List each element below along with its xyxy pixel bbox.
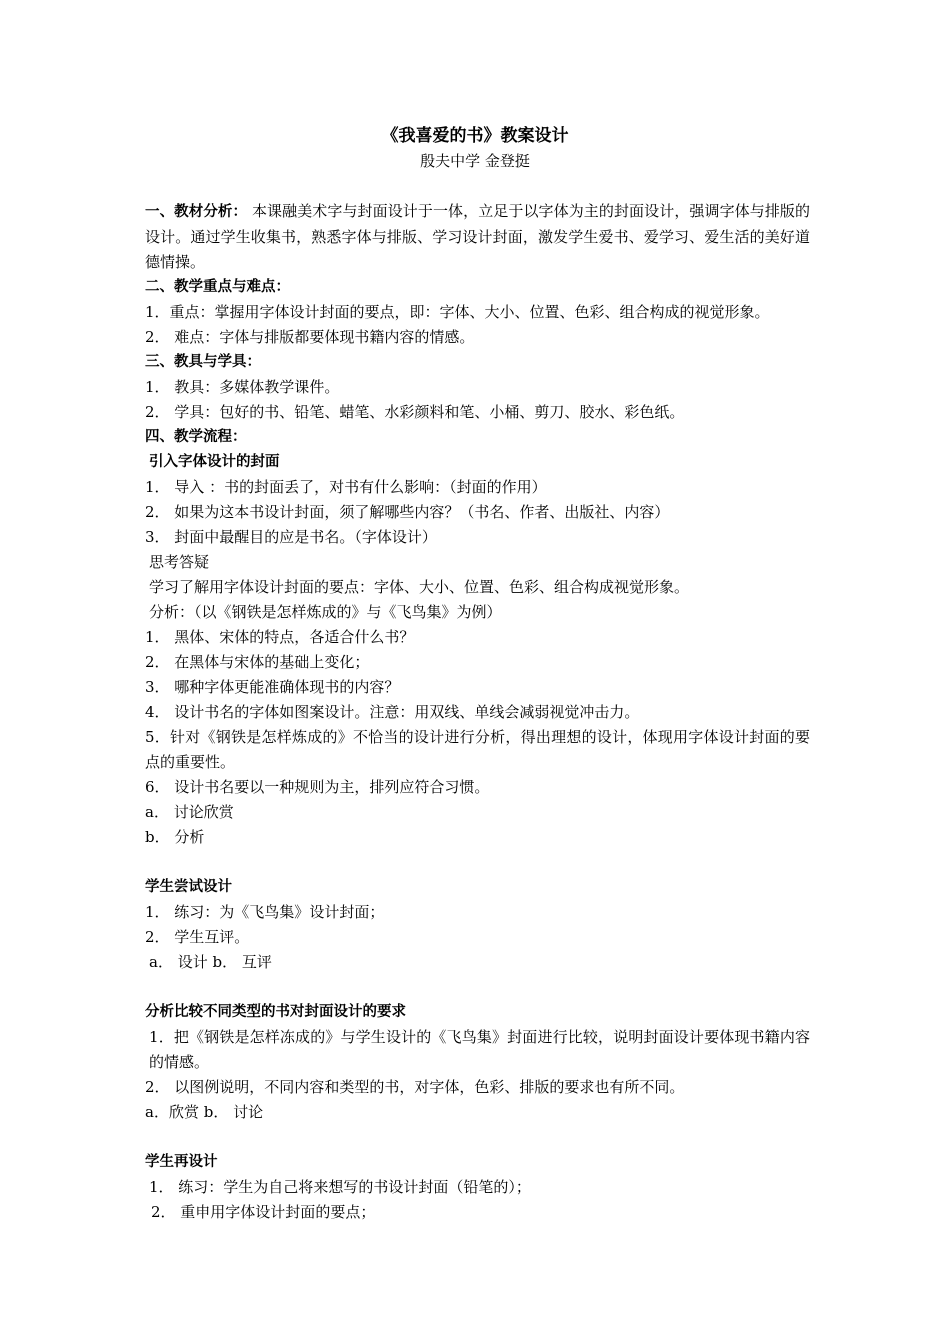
list-item: 4． 设计书名的字体如图案设计。注意：用双线、单线会减弱视觉冲击力。 (145, 703, 640, 721)
section-2-item: 1．重点：掌握用字体设计封面的要点，即：字体、大小、位置、色彩、组合构成的视觉形象。 (145, 303, 770, 321)
list-item: 1． 导入 ：书的封面丢了，对书有什么影响：（封面的作用） (145, 478, 547, 496)
list-item: a． 设计 b． 互评 (149, 953, 272, 971)
spacer (145, 1125, 810, 1150)
list-item: 1． 练习：为《飞鸟集》设计封面； (145, 903, 385, 921)
list-item: a． 讨论欣赏 (145, 803, 234, 821)
document-author: 殷夫中学 金登挺 (420, 152, 530, 170)
list-item: 2． 如果为这本书设计封面，须了解哪些内容？（书名、作者、出版社、内容） (145, 503, 670, 521)
section-1-paragraph (145, 199, 810, 275)
section-1-text: 本课融美术字与封面设计于一体，立足于以字体为主的封面设计，强调字体与排版的设计。通过学生收集书，熟悉字体与排版、学习设计封面，激发学生爱书、爱学习、爱生活的美好道德情操。 (145, 202, 810, 271)
list-item: 2． 学生互评。 (145, 928, 250, 946)
list-item: a．欣赏 b． 讨论 (145, 1103, 264, 1121)
document-body (145, 199, 810, 1225)
list-item: 2． 在黑体与宋体的基础上变化； (145, 653, 370, 671)
list-item: 1． 黑体、宋体的特点，各适合什么书？ (145, 628, 415, 646)
subsection-compare-heading: 分析比较不同类型的书对封面设计的要求 (145, 1004, 406, 1020)
learn-points-text: 学习了解用字体设计封面的要点：字体、大小、位置、色彩、组合构成视觉形象。 (149, 578, 690, 596)
list-item: 3． 哪种字体更能准确体现书的内容？ (145, 678, 400, 696)
list-item: 3． 封面中最醒目的应是书名。（字体设计） (145, 528, 437, 546)
spacer (145, 850, 810, 875)
list-item: 5．针对《钢铁是怎样炼成的》不恰当的设计进行分析，得出理想的设计，体现用字体设计封面的要点的重要性。 (145, 728, 810, 771)
subsection-redesign-heading: 学生再设计 (145, 1154, 218, 1170)
section-1-heading: 一、教材分析： (145, 204, 248, 220)
think-answer-label: 思考答疑 (149, 553, 210, 571)
section-4-heading: 四、教学流程： (145, 429, 247, 445)
list-item: 6． 设计书名要以一种规则为主，排列应符合习惯。 (145, 778, 490, 796)
list-item: b． 分析 (145, 828, 205, 846)
list-item: 1． 练习：学生为自己将来想写的书设计封面（铅笔的）； (149, 1178, 531, 1196)
spacer (145, 975, 810, 1000)
subsection-intro-heading: 引入字体设计的封面 (149, 454, 280, 470)
analysis-label: 分析：（以《钢铁是怎样炼成的》与《飞鸟集》为例） (149, 603, 502, 621)
list-item: 1．把《钢铁是怎样冻成的》与学生设计的《飞鸟集》封面进行比较，说明封面设计要体现书籍内容的情感。 (149, 1028, 810, 1071)
section-2-item: 2． 难点：字体与排版都要体现书籍内容的情感。 (145, 328, 475, 346)
section-3-heading: 三、教具与学具： (145, 354, 261, 370)
document-title: 《我喜爱的书》教案设计 (381, 126, 569, 146)
subsection-try-heading: 学生尝试设计 (145, 879, 232, 895)
list-item: 2． 以图例说明，不同内容和类型的书，对字体，色彩、排版的要求也有所不同。 (145, 1078, 685, 1096)
list-item: 2． 重申用字体设计封面的要点； (151, 1203, 376, 1221)
section-3-item: 2． 学具：包好的书、铅笔、蜡笔、水彩颜料和笔、小桶、剪刀、胶水、彩色纸。 (145, 403, 685, 421)
section-3-item: 1． 教具：多媒体教学课件。 (145, 378, 340, 396)
section-2-heading: 二、教学重点与难点： (145, 279, 290, 295)
